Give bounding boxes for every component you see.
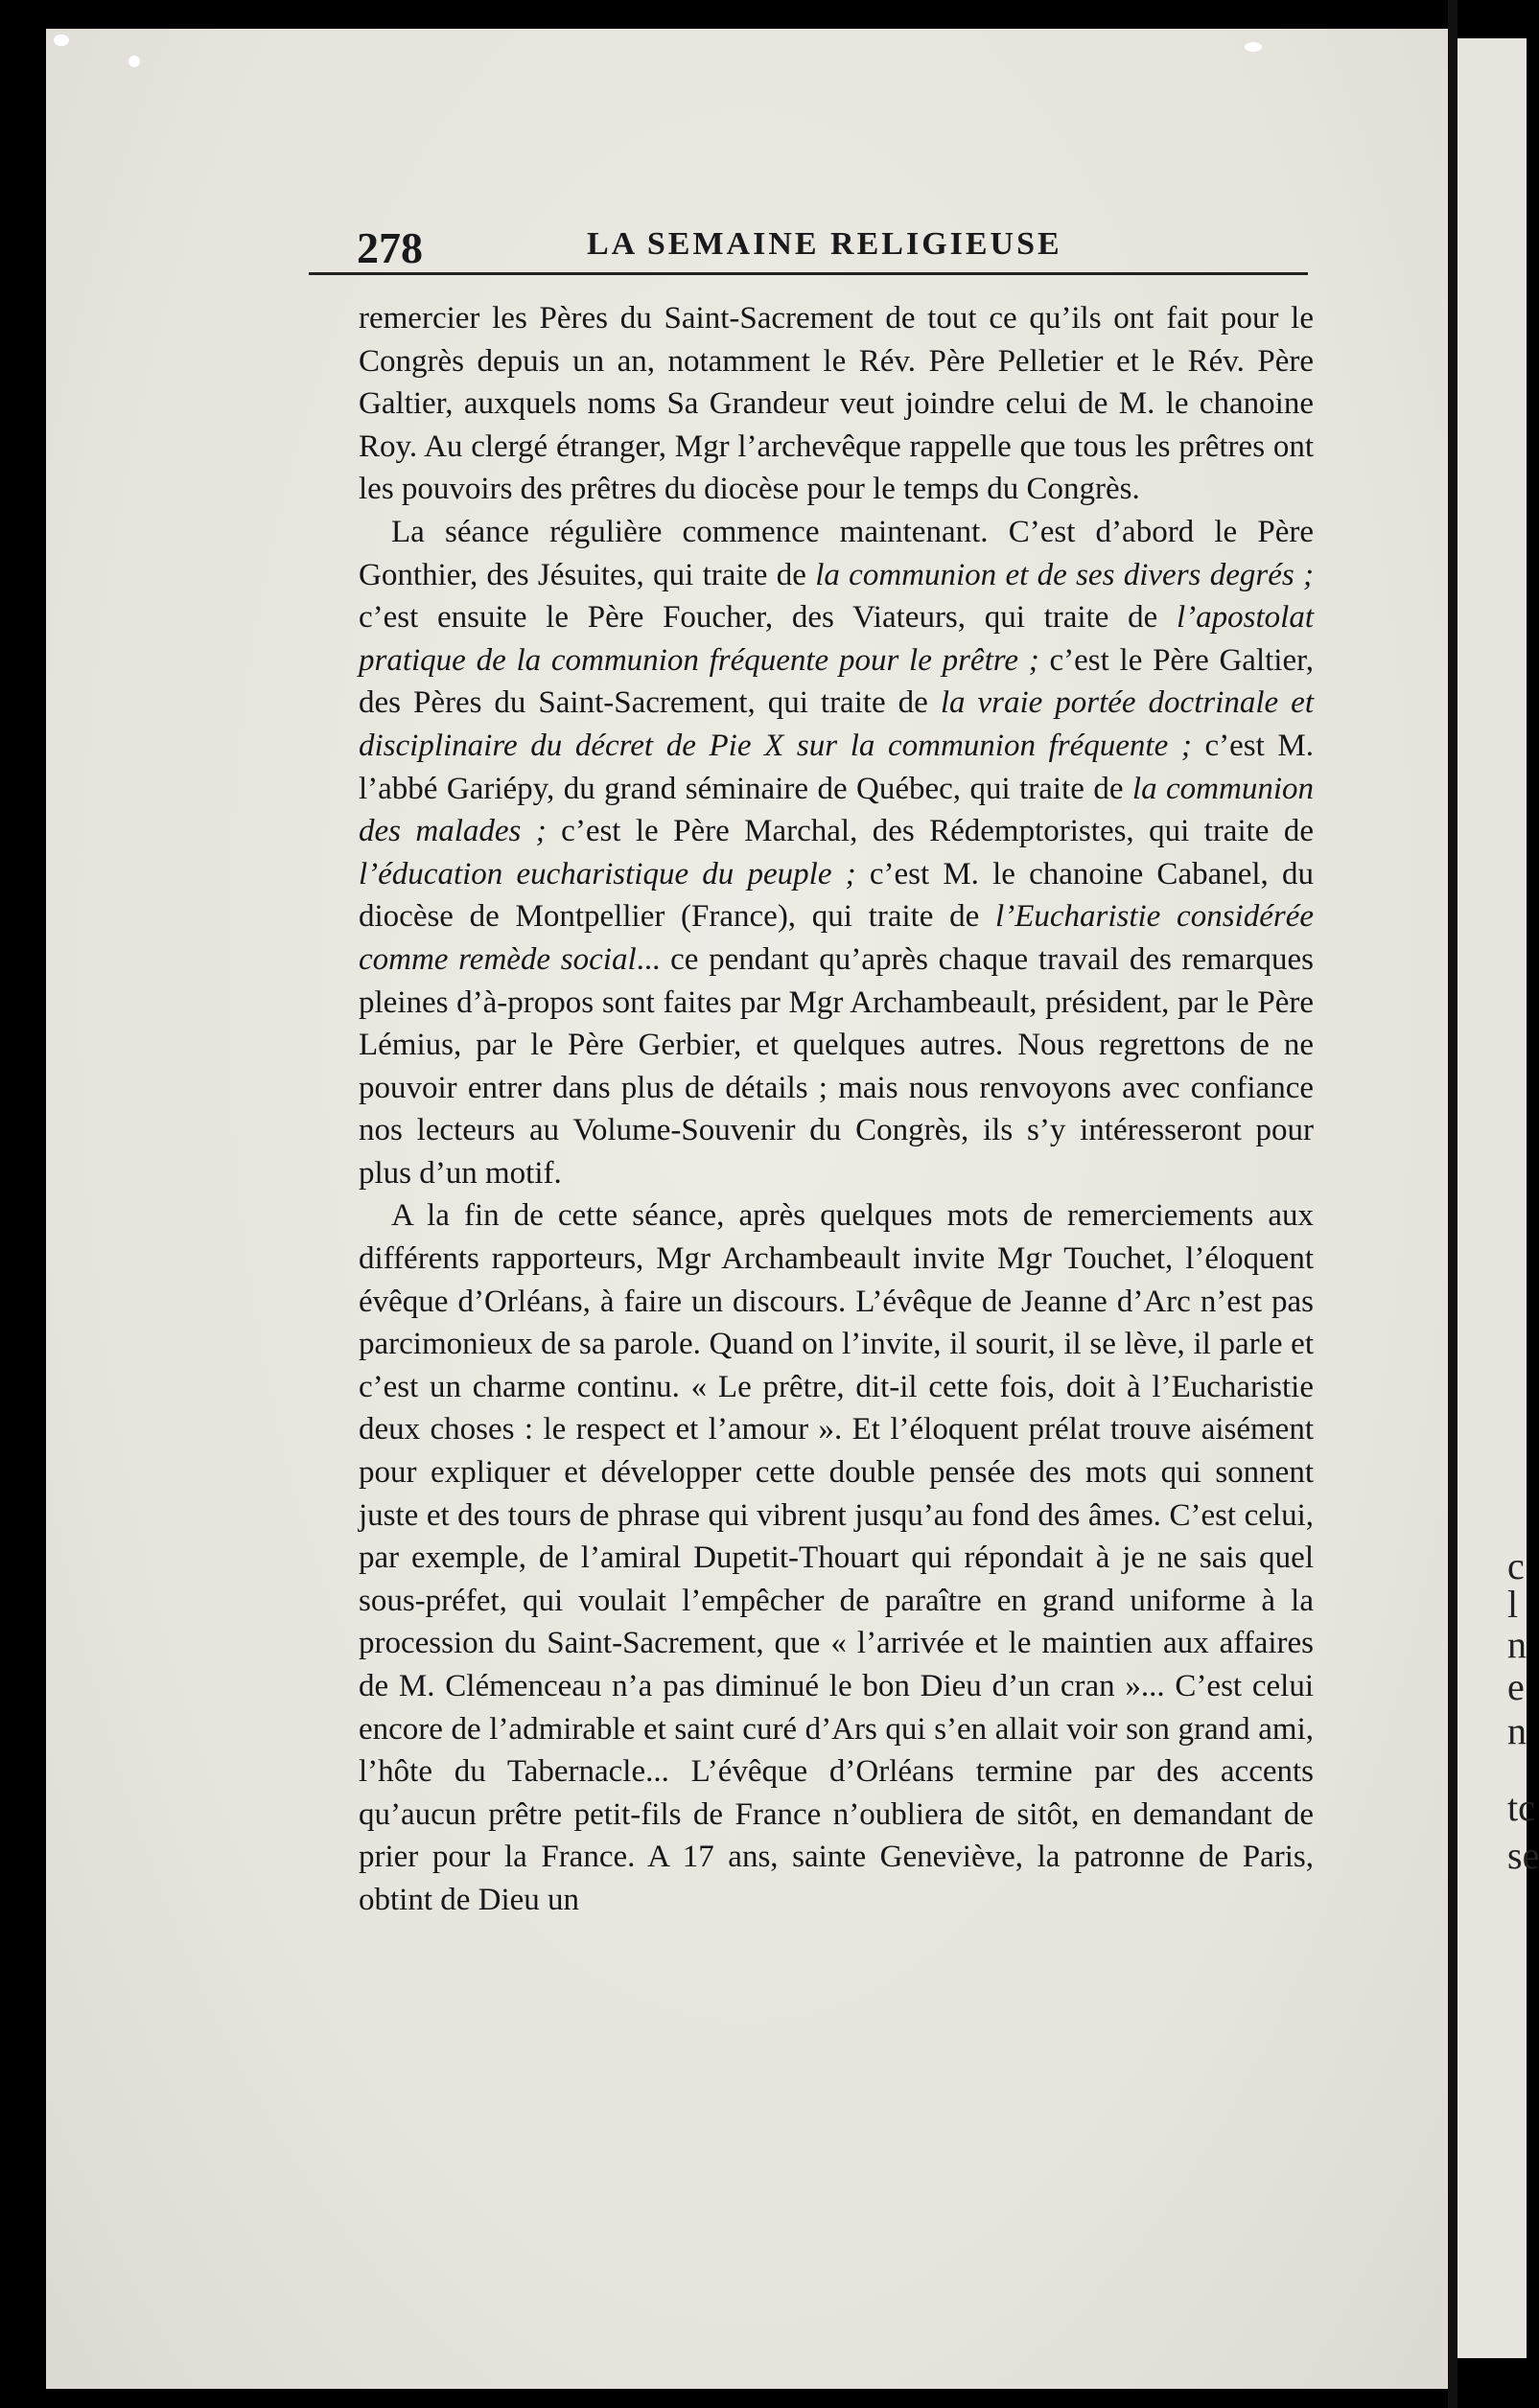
text-run: A la fin de cette séance, après quelques mots de remerciements aux différents rapporteurs, Mgr Archambeault invite Mgr Touchet, l’éloquent évêque d’Orléans, à faire un discours. L’évêque de Jeanne d’Arc n’est pas parcimonieux de sa parole. Quand on l’invite, il sourit, il se lève, il parle et c’est un charme continu. « Le prêtre, dit-il cette fois, doit à l’Eucharistie deux choses : le respect et l’amour ». Et l’éloquent prélat trouve aisément pour expliquer et développer cette double pensée des mots qui sonnent juste et des tours de phrase qui vibrent jusqu’au fond des âmes. C’est celui, par exemple, de l’amiral Dupetit-Thouart qui répondait à je ne sais quel sous-préfet, qui voulait l’empêcher de paraître en grand uniforme à la procession du Saint-Sacrement, que « l’arrivée et le maintien aux affaires de M. Clémenceau n’a pas diminué le bon Dieu d’un cran »... C’est celui encore de l’admirable et saint curé d’Ars qui s’en allait voir son grand ami, l’hôte du Tabernacle... L’évêque d’Orléans termine par des accents qu’aucun prêtre petit-fils de France n’oubliera de sitôt, en demandant de prier pour la France. A 17 ans, sainte Geneviève, la patronne de Paris, obtint de Dieu un xyxy=(359,1198,1314,1917)
text-run: c’est M. le chanoine Cabanel, du diocèse de Montpellier (France), qui traite de xyxy=(359,856,1314,935)
facing-fragment: l xyxy=(1507,1583,1519,1626)
italic-title-run: la communion et de ses divers degrés ; xyxy=(815,557,1315,592)
text-run: c’est le Père Marchal, des Rédemptoristes, qui traite de xyxy=(546,814,1314,849)
facing-fragment: n xyxy=(1507,1623,1527,1666)
italic-title-run: l’Eucharistie considérée comme remède social xyxy=(359,899,1314,977)
text-run: La séance régulière commence maintenant. C’est d’abord le Père Gonthier, des Jésuites, qui traite de xyxy=(359,514,1314,592)
text-run: ... ce pendant qu’après chaque travail des remarques pleines d’à-propos sont faites par Mgr Archambeault, président, par le Père Lémius, par le Père Gerbier, et quelques autres. Nous regrettons de ne pouvoir entrer dans plus de détails ; mais nous renvoyons avec confiance nos lecteurs au Volume-Souvenir du Congrès, ils s’y intéresseront pour plus d’un motif. xyxy=(359,941,1314,1191)
text-run: c’est M. l’abbé Gariépy, du grand séminaire de Québec, qui traite de xyxy=(359,728,1315,806)
facing-fragment: e xyxy=(1507,1665,1525,1708)
paragraph xyxy=(359,511,1314,1195)
running-title: LA SEMAINE RELIGIEUSE xyxy=(587,226,1062,262)
page-number: 278 xyxy=(357,223,423,272)
facing-fragment: c xyxy=(1507,1544,1525,1587)
facing-fragment: se xyxy=(1507,1834,1539,1877)
page-gutter xyxy=(1448,0,1457,2408)
italic-title-run: la vraie portée doctrinale et disciplinaire du décret de Pie X sur la communion fréquente ; xyxy=(359,685,1314,763)
header-rule xyxy=(309,272,1308,275)
text-run: c’est ensuite le Père Foucher, des Viateurs, qui traite de xyxy=(359,600,1177,636)
italic-title-run: la communion des malades ; xyxy=(359,771,1314,849)
article-body xyxy=(359,297,1314,1922)
text-run: c’est le Père Galtier, des Pères du Saint-Sacrement, qui traite de xyxy=(359,642,1315,721)
page-header xyxy=(309,220,1365,270)
text-run: remercier les Pères du Saint-Sacrement de tout ce qu’ils ont fait pour le Congrès depuis un an, notamment le Rév. Père Pelletier et le Rév. Père Galtier, auxquels noms Sa Grandeur veut joindre celui de M. le chanoine Roy. Au clergé étranger, Mgr l’archevêque rappelle que tous les prêtres ont les pouvoirs des prêtres du diocèse pour le temps du Congrès. xyxy=(359,301,1314,507)
facing-fragment: n xyxy=(1507,1709,1527,1752)
paragraph xyxy=(359,297,1314,511)
paragraph xyxy=(359,1194,1314,1921)
facing-fragment: tc xyxy=(1507,1786,1535,1829)
facing-page-edge xyxy=(1457,38,1539,2358)
italic-title-run: l’apostolat pratique de la communion fréquente pour le prêtre ; xyxy=(359,600,1314,678)
italic-title-run: l’éducation eucharistique du peuple ; xyxy=(359,856,856,891)
